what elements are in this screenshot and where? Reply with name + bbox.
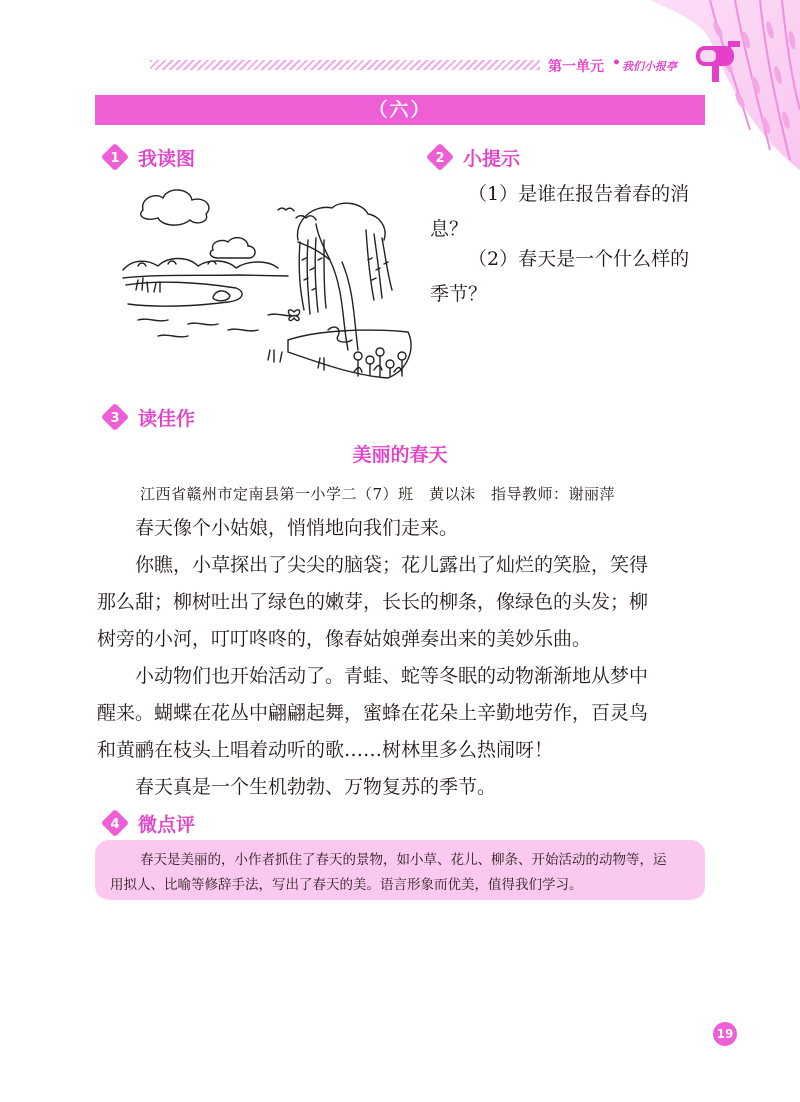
section-1-number-badge <box>100 142 130 172</box>
essay-title: 美丽的春天 <box>352 444 448 466</box>
section-3-number-badge <box>100 402 130 432</box>
section-2-number-badge <box>425 142 455 172</box>
hint-line-3: （2）春天是一个什么样的 <box>468 248 690 270</box>
hint-line-2: 息？ <box>430 218 469 240</box>
comment-line-2: 用拟人、比喻等修辞手法，写出了春天的美。语言形象而优美，值得我们学习。 <box>110 877 583 893</box>
section-2-number: 2 <box>435 151 445 166</box>
essay-line-2: 你瞧，小草探出了尖尖的脑袋；花儿露出了灿烂的笑脸，笑得 <box>135 554 649 576</box>
essay-line-3: 那么甜；柳树吐出了绿色的嫩芽，长长的柳条，像绿色的头发；柳 <box>97 591 649 613</box>
section-4-number-badge <box>100 808 130 838</box>
essay-line-1: 春天像个小姑娘，悄悄地向我们走来。 <box>135 517 459 539</box>
spring-scene-illustration <box>118 180 418 380</box>
willow-corner-decoration <box>560 0 800 170</box>
section-3-number: 3 <box>110 411 120 426</box>
essay-line-5: 小动物们也开始活动了。青蛙、蛇等冬眠的动物渐渐地从梦中 <box>135 665 649 687</box>
section-1-number: 1 <box>110 151 120 166</box>
essay-line-6: 醒来。蝴蝶在花丛中翩翩起舞，蜜蜂在花朵上辛勤地劳作，百灵鸟 <box>97 702 649 724</box>
banner-title: （六） <box>368 99 432 121</box>
section-4-number: 4 <box>110 817 120 832</box>
essay-line-4: 树旁的小河，叮叮咚咚的，像春姑娘弹奏出来的美妙乐曲。 <box>97 628 592 650</box>
hint-line-1: （1）是谁在报告着春的消 <box>468 183 690 205</box>
comment-line-1: 春天是美丽的，小作者抓住了春天的景物，如小草、花儿、柳条、开始活动的动物等，运 <box>140 852 667 868</box>
page-number: 19 <box>716 1027 734 1041</box>
section-4-title: 微点评 <box>138 814 196 836</box>
mailbox-icon <box>690 38 742 84</box>
section-3-title: 读佳作 <box>138 408 196 430</box>
section-2-title: 小提示 <box>463 148 521 170</box>
header-stripe-rule <box>150 60 540 70</box>
unit-label: 第一单元 <box>548 59 604 75</box>
essay-byline: 江西省赣州市定南县第一小学二（7）班 黄以沫 指导教师：谢丽萍 <box>140 485 616 503</box>
hint-line-4: 季节？ <box>430 283 488 305</box>
unit-separator-dot: • <box>612 55 621 71</box>
section-1-title: 我读图 <box>138 148 196 170</box>
essay-line-8: 春天真是一个生机勃勃、万物复苏的季节。 <box>135 776 497 798</box>
unit-subtitle: 我们小报亭 <box>622 60 677 73</box>
essay-line-7: 和黄鹂在枝头上唱着动听的歌……树林里多么热闹呀！ <box>97 739 554 761</box>
